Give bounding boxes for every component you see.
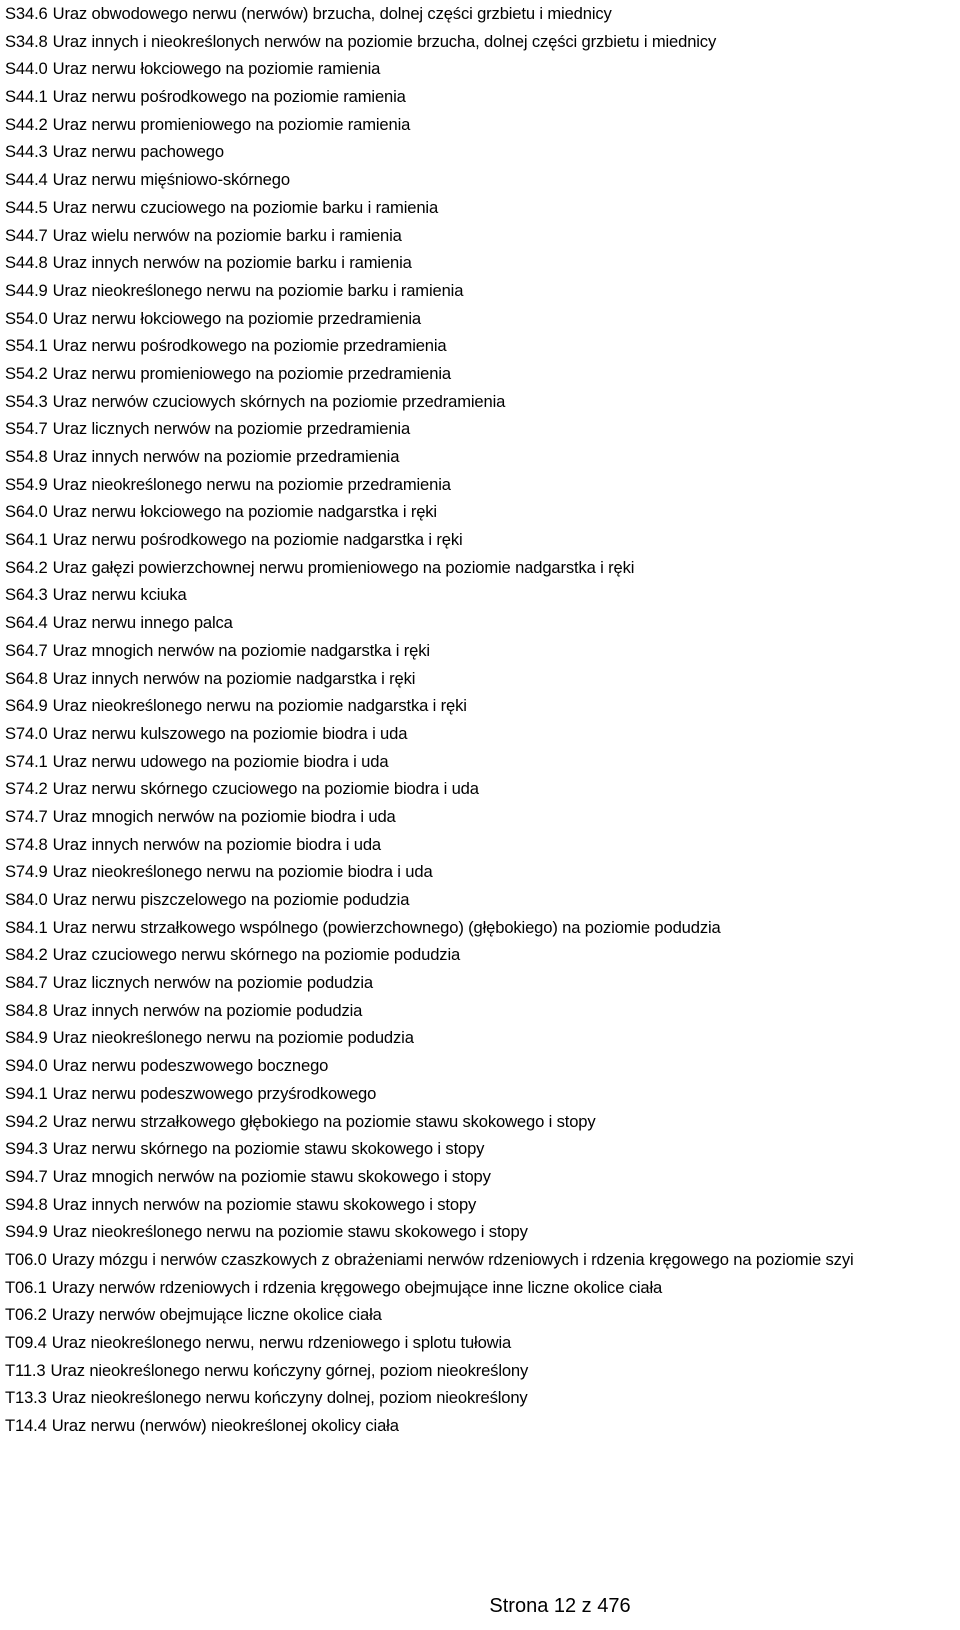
diagnosis-code: S54.0 [5,308,48,328]
diagnosis-description: Uraz nerwów czuciowych skórnych na poziomie przedramienia [52,391,506,411]
diagnosis-code: T06.2 [5,1305,47,1325]
diagnosis-description: Uraz licznych nerwów na poziomie podudzia [52,973,373,993]
list-item [5,997,957,1025]
list-item [5,665,957,693]
diagnosis-code: S64.1 [5,530,48,550]
diagnosis-code: S54.3 [5,391,48,411]
page-number: Strona 12 z 476 [489,1595,631,1617]
diagnosis-code: S34.6 [5,4,48,23]
list-item [5,194,957,222]
diagnosis-description: Uraz nieokreślonego nerwu na poziomie nadgarstka i ręki [52,696,467,716]
diagnosis-code: S74.8 [5,834,48,854]
diagnosis-description: Uraz innych nerwów na poziomie stawu skokowego i stopy [52,1194,477,1214]
diagnosis-code: S74.0 [5,723,48,743]
diagnosis-code: T06.1 [5,1277,47,1297]
list-item [5,803,957,831]
diagnosis-code: S94.2 [5,1111,48,1131]
diagnosis-description: Uraz nerwu piszczelowego na poziomie podudzia [52,890,410,909]
diagnosis-code: S74.9 [5,862,48,882]
list-item [5,1301,957,1329]
diagnosis-description: Uraz nerwu pośrodkowego na poziomie przedramienia [52,336,447,356]
list-item [5,748,957,776]
diagnosis-code: S64.8 [5,668,48,688]
diagnosis-code: S54.9 [5,474,48,494]
diagnosis-description: Uraz nieokreślonego nerwu na poziomie biodra i uda [52,862,433,882]
list-item [5,1024,957,1052]
list-item [5,609,957,637]
list-item [5,914,957,942]
list-item [5,1384,957,1412]
diagnosis-code: S44.1 [5,87,48,107]
list-item [5,0,957,28]
list-item [5,249,957,277]
diagnosis-description: Uraz nerwu pachowego [52,142,224,162]
diagnosis-code: S44.2 [5,114,48,134]
diagnosis-description: Uraz nieokreślonego nerwu, nerwu rdzeniowego i splotu tułowia [51,1333,512,1352]
diagnosis-description: Uraz nieokreślonego nerwu na poziomie barku i ramienia [52,280,464,300]
diagnosis-code: S54.7 [5,419,48,439]
diagnosis-description: Uraz nerwu strzałkowego wspólnego (powierzchownego) (głębokiego) na poziomie podudzia [52,917,721,937]
diagnosis-code: S44.7 [5,225,48,245]
list-item [5,969,957,997]
diagnosis-description: Uraz czuciowego nerwu skórnego na poziomie podudzia [52,945,461,965]
list-item [5,1412,957,1440]
diagnosis-code: S64.0 [5,502,48,522]
diagnosis-code: S94.0 [5,1056,48,1076]
list-item [5,1080,957,1108]
diagnosis-description: Uraz innych nerwów na poziomie podudzia [52,1000,363,1020]
diagnosis-code: T11.3 [5,1360,46,1380]
diagnosis-description: Uraz nerwu kciuka [52,585,187,605]
diagnosis-code: S54.1 [5,336,48,356]
diagnosis-code: S44.9 [5,280,48,300]
diagnosis-description: Uraz innych nerwów na poziomie przedramienia [52,447,400,466]
diagnosis-code: S84.9 [5,1028,48,1048]
diagnosis-code: S44.5 [5,197,48,217]
diagnosis-code: T13.3 [5,1388,47,1408]
diagnosis-description: Uraz nieokreślonego nerwu kończyny górnej, poziom nieokreślony [50,1360,529,1380]
diagnosis-code: S54.2 [5,363,48,383]
diagnosis-description: Uraz nerwu czuciowego na poziomie barku i ramienia [52,197,439,217]
diagnosis-description: Uraz nerwu promieniowego na poziomie przedramienia [52,363,451,383]
diagnosis-description: Uraz mnogich nerwów na poziomie nadgarstka i ręki [52,640,430,660]
list-item [5,526,957,554]
list-item [5,1191,957,1219]
list-item [5,637,957,665]
diagnosis-code: T06.0 [5,1249,47,1269]
diagnosis-description: Uraz nerwu (nerwów) nieokreślonej okolicy ciała [51,1416,399,1436]
diagnosis-description: Uraz nieokreślonego nerwu kończyny dolnej, poziom nieokreślony [51,1388,528,1408]
diagnosis-description: Uraz nerwu łokciowego na poziomie przedramienia [52,308,421,328]
list-item [5,858,957,886]
diagnosis-description: Urazy mózgu i nerwów czaszkowych z obrażeniami nerwów rdzeniowych i rdzenia kręgowego na poziomie szyi [51,1249,854,1269]
list-item [5,1274,957,1302]
diagnosis-code: S84.8 [5,1000,48,1020]
diagnosis-description: Uraz nerwu innego palca [52,613,233,633]
list-item [5,554,957,582]
list-item [5,1108,957,1136]
diagnosis-description: Uraz mnogich nerwów na poziomie stawu skokowego i stopy [52,1166,491,1186]
diagnosis-code: S44.8 [5,253,48,273]
diagnosis-description: Uraz licznych nerwów na poziomie przedramienia [52,419,411,439]
diagnosis-code: S84.0 [5,890,48,909]
diagnosis-description: Uraz nerwu mięśniowo-skórnego [52,170,290,190]
diagnosis-code: S94.7 [5,1166,48,1186]
diagnosis-description: Uraz nerwu podeszwowego bocznego [52,1056,329,1076]
list-item [5,111,957,139]
list-item [5,332,957,360]
diagnosis-description: Uraz nieokreślonego nerwu na poziomie podudzia [52,1028,414,1048]
list-item [5,831,957,859]
diagnosis-description: Uraz innych nerwów na poziomie biodra i uda [52,834,381,854]
diagnosis-code: S84.1 [5,917,48,937]
diagnosis-code-list [5,0,957,1440]
diagnosis-description: Uraz nerwu kulszowego na poziomie biodra i uda [52,723,408,743]
list-item [5,277,957,305]
diagnosis-description: Urazy nerwów obejmujące liczne okolice ciała [51,1305,382,1325]
list-item [5,415,957,443]
diagnosis-code: S44.0 [5,59,48,79]
diagnosis-code: S64.7 [5,640,48,660]
diagnosis-description: Uraz innych nerwów na poziomie nadgarstka i ręki [52,668,416,688]
list-item [5,1218,957,1246]
list-item [5,941,957,969]
diagnosis-code: S84.2 [5,945,48,965]
diagnosis-description: Uraz nerwu łokciowego na poziomie ramienia [52,59,381,79]
list-item [5,138,957,166]
diagnosis-description: Urazy nerwów rdzeniowych i rdzenia kręgowego obejmujące inne liczne okolice ciała [51,1277,663,1297]
list-item [5,886,957,914]
diagnosis-description: Uraz gałęzi powierzchownej nerwu promieniowego na poziomie nadgarstka i ręki [52,557,635,577]
list-item [5,1246,957,1274]
list-item [5,1163,957,1191]
diagnosis-code: S64.2 [5,557,48,577]
diagnosis-code: S54.8 [5,447,48,466]
diagnosis-description: Uraz nerwu pośrodkowego na poziomie ramienia [52,87,406,107]
list-item [5,1329,957,1357]
list-item [5,720,957,748]
diagnosis-description: Uraz wielu nerwów na poziomie barku i ramienia [52,225,402,245]
list-item [5,222,957,250]
list-item [5,83,957,111]
diagnosis-code: S74.2 [5,779,48,799]
list-item [5,692,957,720]
diagnosis-description: Uraz nerwu skórnego na poziomie stawu skokowego i stopy [52,1139,485,1159]
diagnosis-code: S74.7 [5,806,48,826]
diagnosis-description: Uraz nerwu łokciowego na poziomie nadgarstka i ręki [52,502,437,522]
diagnosis-description: Uraz nerwu pośrodkowego na poziomie nadgarstka i ręki [52,530,463,550]
diagnosis-code: S94.1 [5,1083,48,1103]
diagnosis-code: S44.3 [5,142,48,162]
diagnosis-code: S84.7 [5,973,48,993]
diagnosis-code: S44.4 [5,170,48,190]
list-item [5,498,957,526]
list-item [5,360,957,388]
list-item [5,471,957,499]
diagnosis-description: Uraz nerwu strzałkowego głębokiego na poziomie stawu skokowego i stopy [52,1111,596,1131]
list-item [5,443,957,471]
diagnosis-description: Uraz nerwu podeszwowego przyśrodkowego [52,1083,377,1103]
diagnosis-code: T09.4 [5,1333,47,1352]
diagnosis-description: Uraz nieokreślonego nerwu na poziomie przedramienia [52,474,451,494]
diagnosis-code: S74.1 [5,751,48,771]
diagnosis-description: Uraz nerwu skórnego czuciowego na poziomie biodra i uda [52,779,479,799]
list-item [5,581,957,609]
list-item [5,55,957,83]
diagnosis-code: S34.8 [5,31,48,51]
diagnosis-code: S64.4 [5,613,48,633]
diagnosis-code: S94.9 [5,1222,48,1242]
list-item [5,775,957,803]
diagnosis-code: T14.4 [5,1416,47,1436]
list-item [5,166,957,194]
list-item [5,388,957,416]
list-item [5,305,957,333]
diagnosis-description: Uraz nieokreślonego nerwu na poziomie stawu skokowego i stopy [52,1222,528,1242]
diagnosis-description: Uraz mnogich nerwów na poziomie biodra i uda [52,806,396,826]
diagnosis-description: Uraz innych i nieokreślonych nerwów na poziomie brzucha, dolnej części grzbietu i miednicy [52,31,717,51]
diagnosis-description: Uraz obwodowego nerwu (nerwów) brzucha, dolnej części grzbietu i miednicy [52,4,612,23]
list-item [5,1135,957,1163]
diagnosis-code: S94.3 [5,1139,48,1159]
diagnosis-description: Uraz nerwu udowego na poziomie biodra i uda [52,751,389,771]
list-item [5,1052,957,1080]
list-item [5,28,957,56]
diagnosis-code: S64.9 [5,696,48,716]
diagnosis-code: S94.8 [5,1194,48,1214]
diagnosis-description: Uraz innych nerwów na poziomie barku i ramienia [52,253,412,273]
diagnosis-code: S64.3 [5,585,48,605]
list-item [5,1357,957,1385]
diagnosis-description: Uraz nerwu promieniowego na poziomie ramienia [52,114,411,134]
